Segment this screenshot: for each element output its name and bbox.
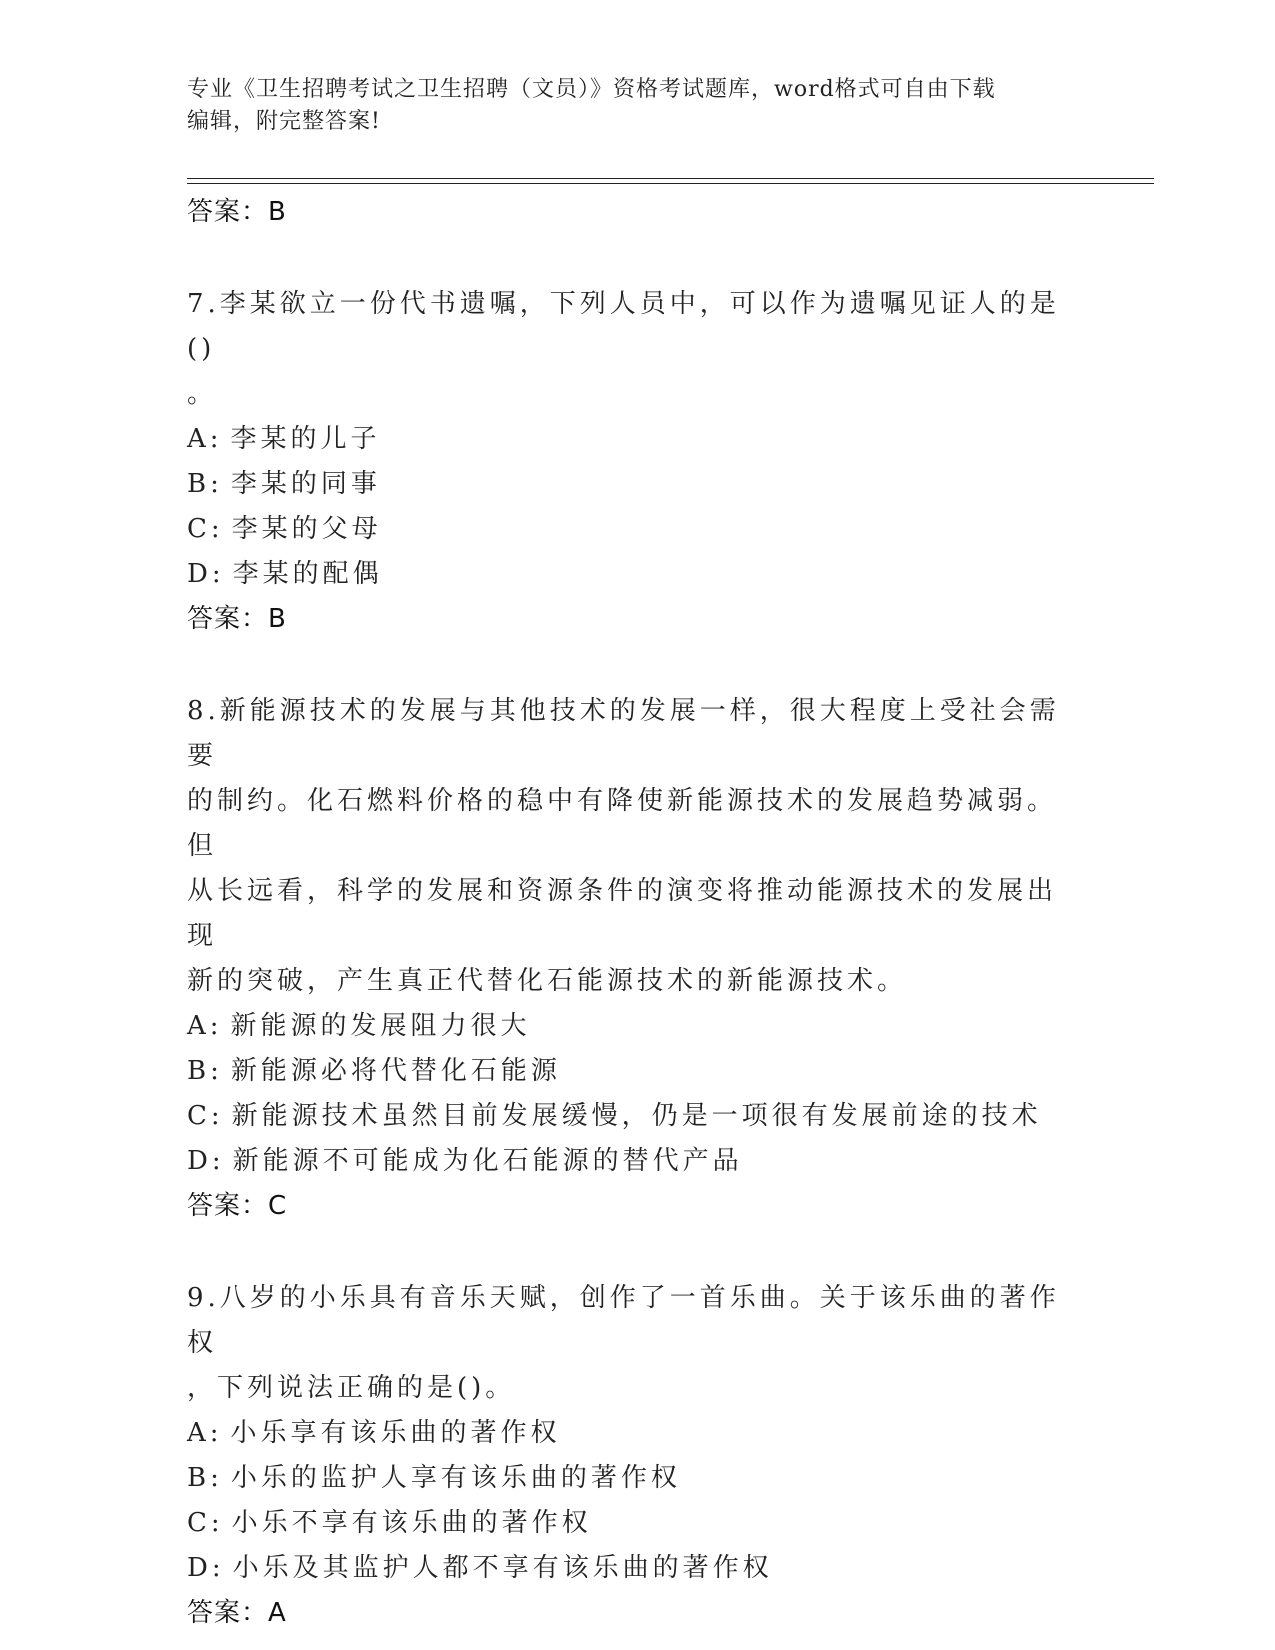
- option-a: [187, 417, 1067, 462]
- option-text: 李某的同事: [230, 469, 381, 499]
- option-text: 小乐及其监护人都不享有该乐曲的著作权: [232, 1553, 773, 1583]
- option-c: [187, 1094, 1067, 1139]
- question-block: [187, 1276, 1067, 1636]
- option-a: [187, 1411, 1067, 1456]
- option-letter: B:: [187, 1463, 223, 1493]
- question-text-line: ，下列说法正确的是()。: [187, 1373, 516, 1403]
- question-text-line: 8.新能源技术的发展与其他技术的发展一样，很大程度上受社会需要: [187, 696, 1060, 771]
- option-d: [187, 552, 1067, 597]
- option-letter: A:: [187, 424, 223, 454]
- answer-line: 答案：B: [187, 197, 287, 227]
- option-text: 新能源不可能成为化石能源的替代产品: [232, 1146, 743, 1176]
- question-list: [187, 190, 1067, 1636]
- option-c: [187, 1501, 1067, 1546]
- answer-line: 答案：C: [187, 1191, 288, 1221]
- option-letter: D:: [187, 559, 225, 589]
- option-letter: C:: [187, 1508, 224, 1538]
- header-line-1: 专业《卫生招聘考试之卫生招聘（文员）》资格考试题库，word格式可自由下载: [187, 77, 996, 102]
- option-letter: C:: [187, 514, 224, 544]
- option-text: 新能源必将代替化石能源: [230, 1056, 561, 1086]
- question-text: [187, 689, 1067, 1004]
- option-a: [187, 1004, 1067, 1049]
- option-text: 新能源技术虽然目前发展缓慢，仍是一项很有发展前途的技术: [231, 1101, 1042, 1131]
- option-b: [187, 1049, 1067, 1094]
- header-rule-bottom: [187, 183, 1154, 184]
- option-text: 新能源的发展阻力很大: [230, 1011, 531, 1041]
- question-text-line: 。: [187, 379, 218, 409]
- question-text-line: 新的突破，产生真正代替化石能源技术的新能源技术。: [187, 966, 908, 996]
- option-text: 小乐享有该乐曲的著作权: [230, 1418, 561, 1448]
- answer-line: 答案：B: [187, 604, 287, 634]
- option-b: [187, 1456, 1067, 1501]
- option-letter: D:: [187, 1553, 225, 1583]
- option-text: 小乐的监护人享有该乐曲的著作权: [230, 1463, 681, 1493]
- option-text: 李某的父母: [231, 514, 382, 544]
- option-b: [187, 462, 1067, 507]
- option-letter: A:: [187, 1011, 223, 1041]
- option-letter: B:: [187, 469, 223, 499]
- option-letter: D:: [187, 1146, 225, 1176]
- answer-line: 答案：A: [187, 1598, 287, 1628]
- option-d: [187, 1139, 1067, 1184]
- question-text-line: 9.八岁的小乐具有音乐天赋，创作了一首乐曲。关于该乐曲的著作权: [187, 1283, 1060, 1358]
- option-letter: B:: [187, 1056, 223, 1086]
- option-letter: C:: [187, 1101, 224, 1131]
- question-text-line: 7.李某欲立一份代书遗嘱，下列人员中，可以作为遗嘱见证人的是(): [187, 289, 1060, 364]
- question-block: [187, 282, 1067, 642]
- header-line-2: 编辑，附完整答案!: [187, 109, 381, 134]
- question-text: [187, 282, 1067, 417]
- option-d: [187, 1546, 1067, 1591]
- question-text-line: 从长远看，科学的发展和资源条件的演变将推动能源技术的发展出现: [187, 876, 1058, 951]
- document-header: [187, 74, 1067, 138]
- question-text-line: 的制约。化石燃料价格的稳中有降使新能源技术的发展趋势减弱。但: [187, 786, 1058, 861]
- question-text: [187, 1276, 1067, 1411]
- header-rule-top: [187, 178, 1154, 179]
- option-text: 小乐不享有该乐曲的著作权: [231, 1508, 592, 1538]
- option-text: 李某的配偶: [232, 559, 383, 589]
- question-block: [187, 689, 1067, 1229]
- option-c: [187, 507, 1067, 552]
- option-letter: A:: [187, 1418, 223, 1448]
- option-text: 李某的儿子: [230, 424, 381, 454]
